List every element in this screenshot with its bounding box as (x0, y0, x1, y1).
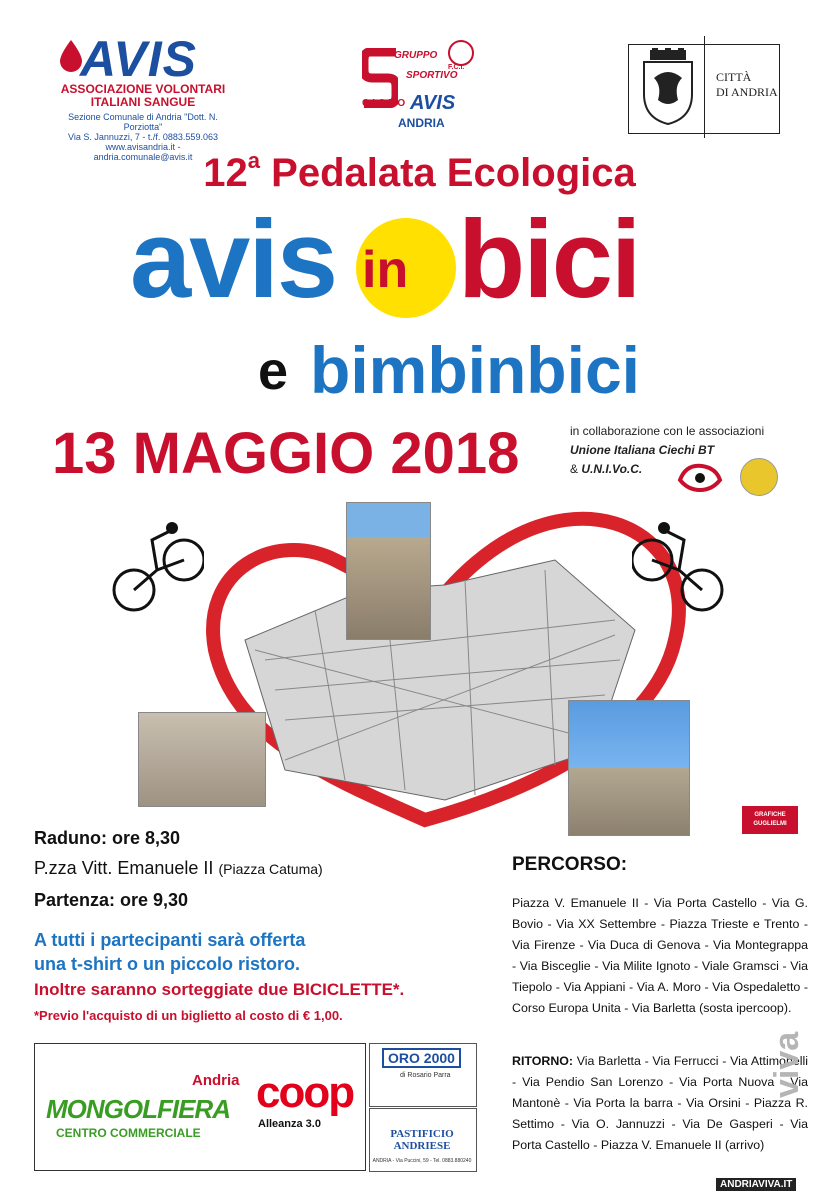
ritorno-text (512, 1051, 808, 1156)
sponsor-pastificio-name: PASTIFICIO ANDRIESE (390, 1128, 454, 1152)
photo-porta-sant-andrea (346, 502, 431, 640)
sponsor-coop: coop (256, 1068, 354, 1117)
percorso-text: Piazza V. Emanuele II - Via Porta Castello - Via G. Bovio - Via XX Settembre - Piazza Trieste e Trento - Via Firenze - Via Duca di Genova - Via Montegrappa - Via Bisceglie - Via Milite Ignoto - Viale Gramsci - Via Tiepolo - Via Appiani - Via A. Moro - Via Ospedaletto - Corso Europa Unita - Via Barletta (sosta ipercoop). (512, 896, 808, 1015)
avis-logo: AVIS (80, 31, 197, 87)
event-date: 13 MAGGIO 2018 (52, 421, 520, 486)
photo-cathedral (568, 700, 690, 836)
offer-text (34, 928, 514, 976)
fci-label: F.C.I. (448, 64, 465, 71)
raduno-place (34, 858, 323, 879)
offer-line2: una t-shirt o un piccolo ristoro. (34, 954, 301, 974)
avis-web[interactable]: www.avisandria.it - andria.comunale@avis.it (93, 142, 193, 162)
sponsor-andria-label: Andria (192, 1072, 240, 1089)
avis-association-name: ASSOCIAZIONE VOLONTARI ITALIANI SANGUE (60, 82, 226, 109)
percorso-heading: PERCORSO: (512, 854, 628, 875)
ritorno-route: Via Barletta - Via Ferrucci - Via Attimonelli - Via Pendio San Lorenzo - Via Porta Nuova - Via Mantonè - Via Porta la barra - Via Orsini - Piazza R. Settimo - Via O. Jannuzzi - Via De Gasperi - Via Porta Castello - Piazza V. Emanuele II (arrivo) (512, 1054, 808, 1152)
sponsor-oro2000-sub: di Rosario Parra (400, 1072, 451, 1079)
sponsor-centro-commerciale: CENTRO COMMERCIALE (56, 1126, 201, 1140)
fci-badge-icon (448, 40, 474, 66)
offer-line3: Inoltre saranno sorteggiate due BICICLETTE*. (34, 980, 405, 999)
univoc-logo-icon (740, 458, 778, 496)
sponsor-alleanza: Alleanza 3.0 (258, 1118, 321, 1130)
ticket-note: *Previo l'acquisto di un biglietto al costo di € 1,00. (34, 1008, 343, 1023)
citta-label (716, 70, 778, 100)
gruppo-andria: ANDRIA (398, 116, 445, 130)
citta-line2: DI ANDRIA (716, 85, 778, 99)
andria-coat-of-arms-icon (640, 48, 696, 126)
gruppo-ciclo: CICLO (362, 98, 409, 109)
collab-intro: in collaborazione con le associazioni (570, 424, 765, 438)
partenza-time: Partenza: ore 9,30 (34, 890, 189, 910)
avis-drop-icon (60, 40, 82, 72)
citta-line1: CITTÀ (716, 70, 752, 84)
title-bimbinbici: bimbinbici (310, 333, 640, 407)
edition-title (0, 148, 839, 196)
title-e: e (258, 341, 289, 401)
gruppo-line1: GRUPPO (394, 50, 438, 61)
ritorno-label: RITORNO: (512, 1054, 574, 1068)
citta-divider (704, 36, 705, 138)
edition-text: Pedalata Ecologica (271, 151, 636, 195)
title-avis: avis (130, 198, 337, 321)
sponsor-pastificio-address: ANDRIA - Via Puccini, 59 - Tel. 0883.880240 (372, 1158, 472, 1164)
piazza-main: P.zza Vitt. Emanuele II (34, 858, 214, 878)
edition-number: 12 (203, 151, 248, 195)
grafiche-guglielmi-badge: GRAFICHE GUGLIELMI (742, 806, 798, 834)
watermark-site[interactable]: ANDRIAVIVA.IT (716, 1178, 796, 1191)
gruppo-avis: AVIS (410, 92, 456, 114)
watermark-viva: viva (768, 1031, 806, 1098)
avis-sezione: Sezione Comunale di Andria "Dott. N. Porziotta" (68, 112, 218, 132)
photo-church-portal (138, 712, 266, 807)
edition-superscript: a (247, 148, 261, 173)
collaboration-block (570, 422, 764, 479)
collab-amp: & (570, 462, 579, 476)
sponsor-oro2000-logo: ORO 2000 (382, 1048, 461, 1068)
cyclist-right-icon (632, 520, 724, 614)
raduno-time: Raduno: ore 8,30 (34, 828, 181, 848)
title-in: in (362, 241, 409, 299)
collab-assoc1: Unione Italiana Ciechi BT (570, 443, 715, 457)
gruppo-sportivo-logo (362, 40, 477, 132)
avis-address: Via S. Jannuzzi, 7 - t./f. 0883.559.063 (68, 132, 218, 142)
title-bici: bici (458, 198, 640, 321)
piazza-note: (Piazza Catuma) (218, 861, 323, 877)
collab-assoc2: U.N.I.Vo.C. (581, 462, 643, 476)
offer-line1: A tutti i partecipanti sarà offerta (34, 930, 306, 950)
sponsor-mongolfiera: MONGOLFIERA (46, 1094, 230, 1124)
cyclist-left-icon (112, 520, 204, 614)
gruppo-line2: SPORTIVO (406, 70, 458, 81)
